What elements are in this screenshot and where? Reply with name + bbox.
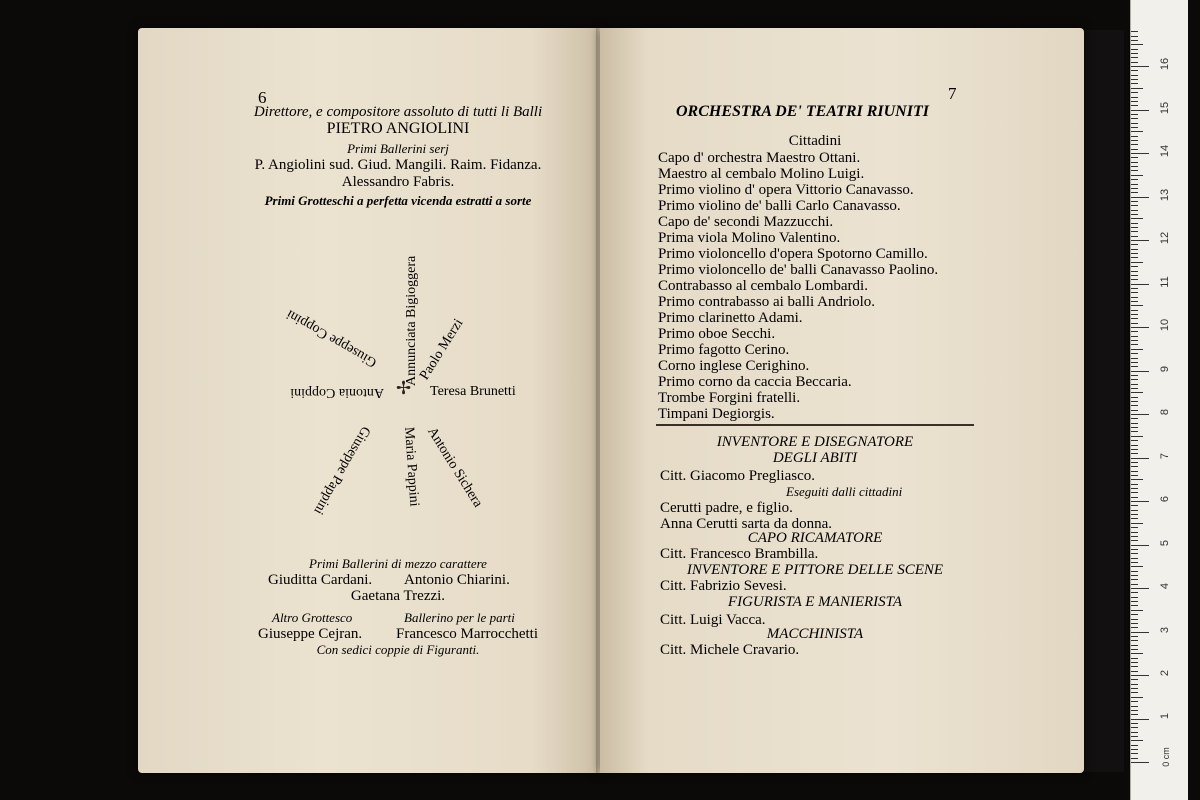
ruler-tick xyxy=(1131,392,1143,393)
orchestra-line-9: Contrabasso al cembalo Lombardi. xyxy=(658,278,868,294)
ruler-tick xyxy=(1131,410,1138,411)
page-number-right: 7 xyxy=(948,84,957,103)
figurista-name: Citt. Luigi Vacca. xyxy=(660,612,766,628)
ruler-tick xyxy=(1131,366,1138,367)
ruler-tick xyxy=(1131,166,1138,167)
ruler-tick xyxy=(1131,505,1138,506)
ruler-tick xyxy=(1131,314,1138,315)
ruler-tick xyxy=(1131,592,1138,593)
ruler-tick xyxy=(1131,701,1138,702)
ruler-tick xyxy=(1131,353,1138,354)
macchinista-heading: MACCHINISTA xyxy=(766,626,864,642)
ruler-tick xyxy=(1131,462,1138,463)
grotteschi-heading: Primi Grotteschi a perfetta vicenda estratti a sorte xyxy=(264,193,532,208)
ruler-tick xyxy=(1131,679,1138,680)
ruler-tick xyxy=(1131,723,1138,724)
ruler-tick xyxy=(1131,558,1138,559)
ruler-tick xyxy=(1131,562,1138,563)
ruler-tick xyxy=(1131,318,1138,319)
ruler-tick xyxy=(1131,688,1138,689)
orchestra-line-16: Trombe Forgini fratelli. xyxy=(658,390,801,406)
ballerino-parti-label: Ballerino per le parti xyxy=(404,610,515,625)
ruler-tick xyxy=(1131,279,1138,280)
ruler-tick xyxy=(1131,671,1138,672)
ruler-number: 12 xyxy=(1159,231,1171,245)
ruler-tick xyxy=(1131,588,1149,589)
figurista-heading: FIGURISTA E MANIERISTA xyxy=(727,594,903,610)
orchestra-line-10: Primo contrabasso ai balli Andriolo. xyxy=(658,294,876,310)
ruler-tick xyxy=(1131,749,1138,750)
ruler-tick xyxy=(1131,375,1138,376)
star-name-lower-right: Antonio Sichera xyxy=(424,424,486,511)
orchestra-line-11: Primo clarinetto Adami. xyxy=(658,310,803,326)
ruler-number: 5 xyxy=(1159,539,1171,547)
costume-designer-heading-2: DEGLI ABITI xyxy=(772,450,858,466)
cittadini-heading: Cittadini xyxy=(788,133,842,149)
embroiderer-name: Citt. Francesco Brambilla. xyxy=(660,546,819,562)
primi-ballerini-names: P. Angiolini sud. Giud. Mangili. Raim. Fidanza. xyxy=(254,157,542,173)
orchestra-title: ORCHESTRA DE' TEATRI RIUNITI xyxy=(676,103,929,120)
ruler-tick xyxy=(1131,732,1138,733)
ruler-tick xyxy=(1131,427,1138,428)
ruler-number: 13 xyxy=(1159,188,1171,202)
ruler-tick xyxy=(1131,401,1138,402)
ruler-tick xyxy=(1131,336,1138,337)
ruler-tick xyxy=(1131,214,1138,215)
ruler-number: 14 xyxy=(1159,144,1171,158)
ruler-tick xyxy=(1131,397,1138,398)
ruler-tick xyxy=(1131,349,1143,350)
ruler-tick xyxy=(1131,210,1138,211)
costume-designer-heading: INVENTORE E DISEGNATORE xyxy=(716,434,914,450)
ruler-tick xyxy=(1131,540,1138,541)
scene-painter-heading: INVENTORE E PITTORE DELLE SCENE xyxy=(686,562,944,578)
orchestra-line-12: Primo oboe Secchi. xyxy=(658,326,776,342)
ruler-tick xyxy=(1131,627,1138,628)
ruler-tick xyxy=(1131,453,1138,454)
orchestra-line-14: Corno inglese Cerighino. xyxy=(658,358,810,374)
ruler-tick xyxy=(1131,388,1138,389)
ruler-tick xyxy=(1131,501,1149,502)
ruler-tick xyxy=(1131,571,1138,572)
ruler-tick xyxy=(1131,579,1138,580)
orchestra-line-4: Primo violino de' balli Carlo Canavasso. xyxy=(658,198,901,214)
star-name-upper-left: Giuseppe Coppini xyxy=(284,306,380,370)
ruler-tick xyxy=(1131,88,1143,89)
ruler-number: 1 xyxy=(1159,712,1171,720)
ruler-tick xyxy=(1131,127,1138,128)
ruler-tick xyxy=(1131,545,1149,546)
ruler-tick xyxy=(1131,105,1138,106)
ruler-tick xyxy=(1131,305,1143,306)
ruler-number: 7 xyxy=(1159,452,1171,460)
measuring-ruler xyxy=(1130,0,1188,800)
ruler-tick xyxy=(1131,57,1138,58)
star-name-up: Annunciata Bigioggera xyxy=(404,255,419,386)
ruler-tick xyxy=(1131,492,1138,493)
ruler-tick xyxy=(1131,371,1149,372)
ruler-tick xyxy=(1131,384,1138,385)
ruler-tick xyxy=(1131,675,1149,676)
ruler-tick xyxy=(1131,449,1138,450)
ruler-tick xyxy=(1131,344,1138,345)
ruler-tick xyxy=(1131,184,1138,185)
ruler-tick xyxy=(1131,244,1138,245)
ruler-tick xyxy=(1131,601,1138,602)
ruler-tick xyxy=(1131,632,1149,633)
ruler-tick xyxy=(1131,49,1138,50)
ruler-tick xyxy=(1131,418,1138,419)
ruler-tick xyxy=(1131,431,1138,432)
ruler-tick xyxy=(1131,192,1138,193)
ruler-tick xyxy=(1131,197,1149,198)
ruler-tick xyxy=(1131,706,1138,707)
ruler-tick xyxy=(1131,414,1149,415)
ruler-tick xyxy=(1131,623,1138,624)
ruler-number: 10 xyxy=(1159,318,1171,332)
ruler-tick xyxy=(1131,170,1138,171)
ruler-tick xyxy=(1131,36,1138,37)
mezzo-carattere-heading: Primi Ballerini di mezzo carattere xyxy=(309,556,487,571)
ruler-tick xyxy=(1131,275,1138,276)
ruler-tick xyxy=(1131,323,1138,324)
ruler-tick xyxy=(1131,53,1138,54)
ruler-number: 11 xyxy=(1159,276,1171,288)
ruler-tick xyxy=(1131,605,1138,606)
ruler-tick xyxy=(1131,753,1138,754)
ruler-tick xyxy=(1131,257,1138,258)
ruler-tick xyxy=(1131,527,1138,528)
star-name-lower-left: Giuseppe Pappini xyxy=(310,423,373,517)
mezzo-name-2: Antonio Chiarini. xyxy=(404,572,510,588)
star-name-down: Maria Pappini xyxy=(401,426,422,508)
section-divider xyxy=(656,424,974,426)
ruler-tick xyxy=(1131,118,1138,119)
ruler-number: 8 xyxy=(1159,408,1171,416)
ruler-tick xyxy=(1131,458,1149,459)
ruler-tick xyxy=(1131,188,1138,189)
ruler-tick xyxy=(1131,271,1138,272)
altro-grottesco-label: Altro Grottesco xyxy=(272,610,353,625)
ruler-tick xyxy=(1131,205,1138,206)
ruler-tick xyxy=(1131,497,1138,498)
ruler-tick xyxy=(1131,692,1138,693)
ruler-number: 6 xyxy=(1159,495,1171,503)
ruler-tick xyxy=(1131,662,1138,663)
ruler-tick xyxy=(1131,636,1138,637)
ruler-tick xyxy=(1131,523,1143,524)
ruler-tick xyxy=(1131,597,1138,598)
ruler-tick xyxy=(1131,162,1138,163)
ruler-tick xyxy=(1131,144,1138,145)
ruler-tick xyxy=(1131,762,1149,763)
ruler-tick xyxy=(1131,684,1138,685)
ruler-tick xyxy=(1131,240,1149,241)
ruler-tick xyxy=(1131,466,1138,467)
ruler-tick xyxy=(1131,153,1149,154)
ruler-tick xyxy=(1131,297,1138,298)
ruler-tick xyxy=(1131,288,1138,289)
ruler-tick xyxy=(1131,75,1138,76)
ruler-number: 4 xyxy=(1159,582,1171,590)
ruler-tick xyxy=(1131,44,1143,45)
ruler-tick xyxy=(1131,70,1138,71)
ruler-tick xyxy=(1131,114,1138,115)
ruler-tick xyxy=(1131,710,1138,711)
ruler-tick xyxy=(1131,484,1138,485)
ruler-tick xyxy=(1131,471,1138,472)
ruler-tick xyxy=(1131,436,1143,437)
orchestra-line-15: Primo corno da caccia Beccaria. xyxy=(658,374,852,390)
ruler-tick xyxy=(1131,619,1138,620)
ruler-number: 15 xyxy=(1159,101,1171,115)
ruler-tick xyxy=(1131,136,1138,137)
ruler-tick xyxy=(1131,110,1149,111)
ruler-tick xyxy=(1131,566,1143,567)
eseguiti-label: Eseguiti dalli cittadini xyxy=(786,484,903,499)
ruler-tick xyxy=(1131,514,1138,515)
ruler-tick xyxy=(1131,445,1138,446)
left-page xyxy=(138,28,600,773)
orchestra-line-5: Capo de' secondi Mazzucchi. xyxy=(658,214,834,230)
orchestra-line-6: Prima viola Molino Valentino. xyxy=(658,230,841,246)
ruler-tick xyxy=(1131,358,1138,359)
ruler-tick xyxy=(1131,140,1138,141)
star-name-left: Antonia Coppini xyxy=(290,385,384,400)
ruler-tick xyxy=(1131,532,1138,533)
ruler-tick xyxy=(1131,479,1143,480)
ruler-tick xyxy=(1131,653,1143,654)
orchestra-line-7: Primo violoncello d'opera Spotorno Camillo. xyxy=(658,246,928,262)
ruler-tick xyxy=(1131,649,1138,650)
ruler-tick xyxy=(1131,201,1138,202)
orchestra-line-13: Primo fagotto Cerino. xyxy=(658,342,790,358)
ruler-unit-label: 0 cm xyxy=(1161,747,1171,767)
costume-maker-1: Cerutti padre, e figlio. xyxy=(660,500,793,516)
ruler-tick xyxy=(1131,584,1138,585)
ruler-tick xyxy=(1131,575,1138,576)
ruler-tick xyxy=(1131,236,1138,237)
ruler-number: 2 xyxy=(1159,669,1171,677)
page-number-left: 6 xyxy=(258,88,267,107)
ruler-tick xyxy=(1131,740,1143,741)
book-edge-shadow xyxy=(1084,30,1124,772)
ruler-tick xyxy=(1131,331,1138,332)
ruler-number: 9 xyxy=(1159,365,1171,373)
ruler-tick xyxy=(1131,719,1149,720)
ruler-tick xyxy=(1131,340,1138,341)
ruler-tick xyxy=(1131,610,1143,611)
costume-maker-2: Anna Cerutti sarta da donna. xyxy=(660,516,833,532)
costume-designer-name: Citt. Giacomo Pregliasco. xyxy=(660,468,815,484)
ruler-tick xyxy=(1131,249,1138,250)
macchinista-name: Citt. Michele Cravario. xyxy=(660,642,800,658)
ruler-tick xyxy=(1131,475,1138,476)
ruler-tick xyxy=(1131,175,1143,176)
ruler-tick xyxy=(1131,266,1138,267)
ruler-tick xyxy=(1131,362,1138,363)
ruler-tick xyxy=(1131,310,1138,311)
figuranti-line: Con sedici coppie di Figuranti. xyxy=(316,642,480,657)
ruler-tick xyxy=(1131,40,1138,41)
orchestra-line-17: Timpani Degiorgis. xyxy=(658,406,775,422)
primi-ballerini-names-2: Alessandro Fabris. xyxy=(341,174,455,190)
director-name: PIETRO ANGIOLINI xyxy=(326,120,470,137)
orchestra-line-2: Maestro al cembalo Molino Luigi. xyxy=(658,166,865,182)
ruler-tick xyxy=(1131,223,1138,224)
ruler-tick xyxy=(1131,231,1138,232)
ruler-tick xyxy=(1131,645,1138,646)
ruler-tick xyxy=(1131,179,1138,180)
orchestra-line-1: Capo d' orchestra Maestro Ottani. xyxy=(658,150,861,166)
mezzo-name-3: Gaetana Trezzi. xyxy=(350,588,446,604)
ruler-tick xyxy=(1131,79,1138,80)
ruler-tick xyxy=(1131,379,1138,380)
ruler-tick xyxy=(1131,253,1138,254)
ruler-tick xyxy=(1131,614,1138,615)
ruler-tick xyxy=(1131,284,1149,285)
star-name-upper-right: Paolo Merzi xyxy=(417,316,467,383)
orchestra-line-3: Primo violino d' opera Vittorio Canavasso. xyxy=(658,182,914,198)
ruler-tick xyxy=(1131,123,1138,124)
ruler-tick xyxy=(1131,423,1138,424)
primi-ballerini-heading: Primi Ballerini serj xyxy=(347,141,449,156)
ruler-tick xyxy=(1131,227,1138,228)
ruler-tick xyxy=(1131,666,1138,667)
ruler-tick xyxy=(1131,758,1138,759)
ruler-tick xyxy=(1131,83,1138,84)
ruler-tick xyxy=(1131,440,1138,441)
ruler-tick xyxy=(1131,262,1143,263)
orchestra-line-8: Primo violoncello de' balli Canavasso Paolino. xyxy=(658,262,939,278)
grottesco-name: Giuseppe Cejran. xyxy=(258,626,363,642)
ruler-tick xyxy=(1131,658,1138,659)
ruler-tick xyxy=(1131,292,1138,293)
star-ornament: ✢ xyxy=(396,378,412,398)
ruler-number: 16 xyxy=(1159,57,1171,71)
ruler-tick xyxy=(1131,697,1143,698)
ruler-tick xyxy=(1131,549,1138,550)
ruler-tick xyxy=(1131,92,1138,93)
ruler-tick xyxy=(1131,745,1138,746)
ruler-tick xyxy=(1131,66,1149,67)
ruler-tick xyxy=(1131,101,1138,102)
ruler-tick xyxy=(1131,31,1138,32)
scene-painter-name: Citt. Fabrizio Sevesi. xyxy=(660,578,787,594)
ruler-tick xyxy=(1131,727,1138,728)
ruler-tick xyxy=(1131,488,1138,489)
ballerino-parti-name: Francesco Marrocchetti xyxy=(396,626,539,642)
ruler-tick xyxy=(1131,157,1138,158)
ruler-tick xyxy=(1131,62,1138,63)
ruler-number: 3 xyxy=(1159,626,1171,634)
ruler-tick xyxy=(1131,218,1143,219)
mezzo-name-1: Giuditta Cardani. xyxy=(268,572,373,588)
star-name-right: Teresa Brunetti xyxy=(430,384,516,399)
ruler-tick xyxy=(1131,301,1138,302)
ruler-tick xyxy=(1131,536,1138,537)
ruler-tick xyxy=(1131,405,1138,406)
ruler-tick xyxy=(1131,518,1138,519)
ruler-tick xyxy=(1131,510,1138,511)
ruler-tick xyxy=(1131,714,1138,715)
ruler-tick xyxy=(1131,640,1138,641)
ruler-tick xyxy=(1131,97,1138,98)
embroiderer-heading: CAPO RICAMATORE xyxy=(747,530,883,546)
ruler-tick xyxy=(1131,327,1149,328)
ruler-tick xyxy=(1131,149,1138,150)
ruler-tick xyxy=(1131,131,1143,132)
ruler-tick xyxy=(1131,553,1138,554)
director-line: Direttore, e compositore assoluto di tutti li Balli xyxy=(253,104,543,120)
ruler-tick xyxy=(1131,736,1138,737)
